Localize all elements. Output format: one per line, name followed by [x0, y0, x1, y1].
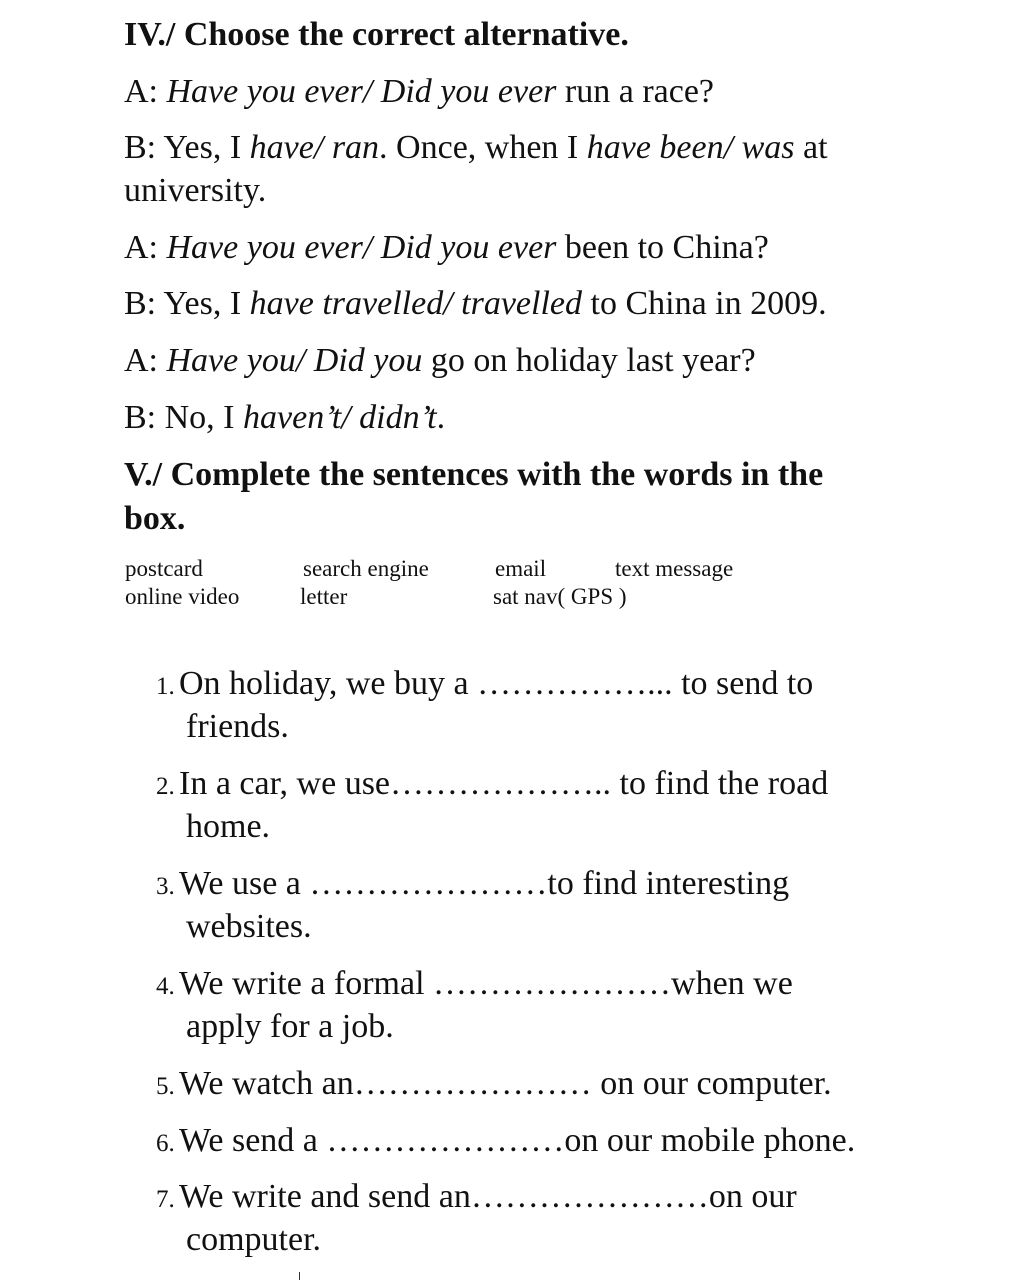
option-2: Did you [313, 342, 423, 379]
option-4: was [741, 129, 795, 166]
word-box-item: online video [125, 584, 240, 609]
option-2: didn’t [359, 399, 437, 436]
word-box-item: postcard [125, 556, 203, 581]
item-number: 2. [156, 773, 175, 800]
dialogue-line-2-wrap: university. [124, 172, 267, 209]
item-text: We use a …………………to find interesting [179, 865, 790, 902]
dialogue-line-3: A: Have you ever/ Did you ever been to China? [124, 229, 769, 266]
item-text-wrap: home. [186, 808, 271, 845]
item-text: On holiday, we buy a ……………... to send to [179, 665, 814, 702]
item-text: We watch an………………… on our computer. [179, 1065, 832, 1102]
option-1: Have you ever [166, 229, 363, 266]
option-3: have been [586, 129, 724, 166]
item-number: 7. [156, 1186, 175, 1213]
option-1: haven’t [243, 399, 342, 436]
item-text-wrap: websites. [186, 908, 312, 945]
dialogue-line-1: A: Have you ever/ Did you ever run a race? [124, 73, 715, 110]
dialogue-line-6: B: No, I haven’t/ didn’t. [124, 399, 446, 436]
item-text: We write a formal …………………when we [179, 965, 793, 1002]
option-1: have travelled [249, 285, 444, 322]
page-edge-mark [299, 1272, 300, 1280]
word-box-item: sat nav( GPS ) [493, 584, 627, 609]
word-box-item: email [495, 556, 547, 581]
option-1: Have you ever [166, 73, 363, 110]
section-4-heading: IV./ Choose the correct alternative. [124, 16, 629, 53]
item-text: We send a …………………on our mobile phone. [179, 1122, 856, 1159]
item-text-wrap: apply for a job. [186, 1008, 394, 1045]
section-5-heading-wrap: box. [124, 500, 186, 537]
option-2: Did you ever [380, 73, 557, 110]
item-number: 5. [156, 1073, 175, 1100]
option-1: have [249, 129, 314, 166]
option-1: Have you [166, 342, 296, 379]
option-2: ran [331, 129, 380, 166]
item-text-wrap: friends. [186, 708, 289, 745]
item-text-wrap: computer. [186, 1221, 322, 1258]
dialogue-line-5: A: Have you/ Did you go on holiday last year? [124, 342, 756, 379]
word-box-item: search engine [303, 556, 429, 581]
item-number: 1. [156, 673, 175, 700]
option-2: travelled [461, 285, 582, 322]
word-box-item: letter [300, 584, 348, 609]
section-5-heading: V./ Complete the sentences with the words in the [124, 456, 824, 493]
item-number: 6. [156, 1130, 175, 1157]
word-box-item: text message [615, 556, 734, 581]
item-number: 4. [156, 973, 175, 1000]
item-text: In a car, we use……………….. to find the road [179, 765, 829, 802]
dialogue-line-4: B: Yes, I have travelled/ travelled to China in 2009. [124, 285, 827, 322]
item-text: We write and send an…………………on our [179, 1178, 797, 1215]
option-2: Did you ever [380, 229, 557, 266]
item-number: 3. [156, 873, 175, 900]
dialogue-line-2: B: Yes, I have/ ran. Once, when I have been/ was at [124, 129, 828, 166]
